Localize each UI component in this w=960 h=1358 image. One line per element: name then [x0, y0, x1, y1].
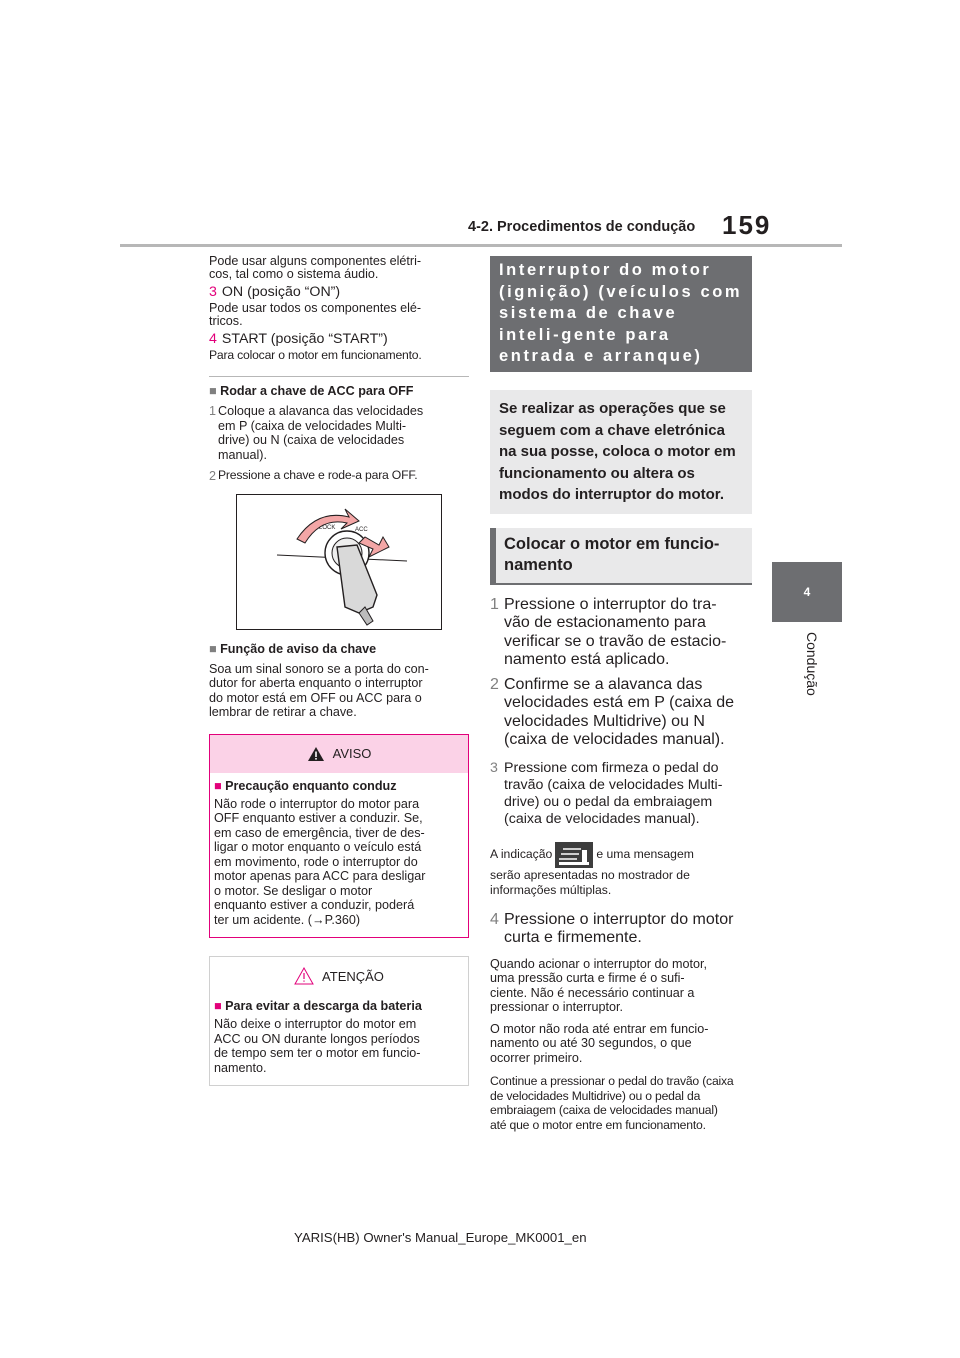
subheading-text: Rodar a chave de ACC para OFF [220, 384, 414, 398]
list-number: 1 [209, 404, 217, 418]
key-illustration [236, 494, 442, 630]
note-text: e uma mensagem [596, 846, 694, 861]
subheading-acc-off [209, 384, 469, 398]
notice-text: Não deixe o interruptor do motor em ACC ou ON durante longos períodos de tempo sem ter o motor em funcio- namento. [214, 1017, 421, 1075]
left-column [209, 255, 469, 1086]
square-bullet-icon: ■ [214, 778, 222, 793]
step-number: 4 [209, 331, 217, 347]
paragraph: O motor não roda até entrar em funcio- namento ou até 30 segundos, o que ocorrer primeiro. [490, 1021, 709, 1065]
engine-start-indicator-icon [555, 842, 593, 868]
warning-label: AVISO [332, 746, 372, 761]
notice-header [210, 957, 468, 995]
note-text: A indicação [490, 846, 553, 861]
acc-description: Pode usar alguns componentes elétri- cos, tal como o sistema áudio. [209, 254, 422, 281]
list-text: Pressione a chave e rode-a para OFF. [218, 468, 418, 482]
page-number: 159 [722, 210, 772, 240]
list-text: Coloque a alavanca das velocidades em P (caixa de velocidades Multi- drive) ou N (caixa de velocidades manual). [218, 404, 424, 462]
chapter-label: Condução [804, 632, 820, 696]
ignition-key-icon [237, 495, 441, 629]
subheading-key-warning [209, 642, 469, 656]
chapter-tab [772, 562, 842, 622]
notice-title [214, 999, 464, 1013]
start-description: Para colocar o motor em funcionamento. [209, 348, 422, 362]
square-bullet-icon: ■ [209, 641, 217, 656]
warning-box [209, 734, 469, 939]
step-label: ON (posição “ON”) [221, 284, 341, 300]
paragraph: Continue a pressionar o pedal do travão (caixa de velocidades Multidrive) ou o pedal da embraiagem (caixa de velocidades manual) até que o motor entre em funcionamento. [490, 1074, 734, 1132]
warning-title-text: Precaução enquanto conduz [225, 778, 397, 793]
warning-body [210, 773, 468, 938]
subsection-title: Colocar o motor em funcio-namento [490, 528, 752, 585]
step-number: 3 [209, 284, 217, 300]
on-description: Pode usar todos os componentes elé- tricos. [209, 301, 422, 328]
square-bullet-icon: ■ [214, 999, 222, 1013]
step-start [209, 331, 469, 347]
list-number: 4 [490, 910, 499, 928]
list-item [209, 404, 469, 462]
list-number: 2 [490, 675, 499, 693]
svg-text:ACC: ACC [355, 526, 368, 533]
warning-header [210, 735, 468, 773]
list-number: 1 [490, 595, 499, 613]
list-text: Pressione o interruptor do motor curta e firmemente. [504, 910, 734, 946]
step-label: START (posição “START”) [221, 331, 388, 347]
warning-title [214, 779, 464, 793]
step-on [209, 284, 469, 300]
list-number: 2 [209, 469, 217, 483]
key-warning-text: Soa um sinal sonoro se a porta do con- dutor for aberta enquanto o interruptor do motor está em OFF ou ACC para o lembrar de retirar a chave. [209, 661, 429, 719]
square-bullet-icon: ■ [209, 384, 217, 398]
subheading-text: Função de aviso da chave [220, 641, 377, 656]
indicator-note [490, 842, 752, 899]
header-divider [120, 244, 842, 247]
chapter-number: 4 [803, 585, 811, 599]
caution-triangle-icon [294, 967, 314, 985]
notice-label: ATENÇÃO [322, 968, 384, 984]
notice-title-text: Para evitar a descarga da bateria [225, 999, 422, 1013]
list-item [490, 760, 752, 828]
list-item [209, 469, 469, 484]
warning-text: Não rode o interruptor do motor para OFF enquanto estiver a conduzir. Se, em caso de emergência, tiver de des- ligar o motor enquanto o veículo está em movimento, rode o interruptor do motor apenas para ACC para desligar o motor. Se desligar o motor enquanto estiver a conduzir, poderá ter um acidente. (→P.360) [214, 796, 426, 927]
list-number: 3 [490, 759, 498, 776]
footer-text: YARIS(HB) Owner's Manual_Europe_MK0001_en [294, 1230, 587, 1245]
list-text: Confirme se a alavanca das velocidades está em P (caixa de velocidades Multidrive) ou N (caixa de velocidades manual). [504, 675, 735, 748]
section-title: Interruptor do motor (ignição) (veículos com sistema de chave inteli-gente para entrada e arranque) [490, 256, 752, 372]
notice-box [209, 956, 469, 1086]
list-item [490, 911, 752, 948]
list-item [490, 676, 752, 750]
divider [209, 376, 469, 377]
svg-text:LOCK: LOCK [319, 524, 336, 531]
right-column [490, 256, 752, 1132]
paragraph: Quando acionar o interruptor do motor, uma pressão curta e firme é o sufi- ciente. Não é necessário continuar a pressionar o interruptor. [490, 956, 708, 1014]
list-text: Pressione com firmeza o pedal do travão (caixa de velocidades Multi- drive) ou o pedal da embraiagem (caixa de velocidades manual). [504, 759, 723, 827]
section-header: 4-2. Procedimentos de condução [468, 219, 696, 235]
notice-body [210, 995, 468, 1085]
note-text-continued: serão apresentadas no mostrador de informações múltiplas. [490, 867, 690, 897]
warning-triangle-icon [307, 746, 325, 762]
section-lead: Se realizar as operações que se seguem com a chave eletrónica na sua posse, coloca o motor em funcionamento ou altera os modos do interruptor do motor. [490, 390, 752, 514]
list-text: Pressione o interruptor do tra- vão de estacionamento para verificar se o travão de estacio- namento está aplicado. [504, 595, 727, 668]
list-item [490, 596, 752, 670]
